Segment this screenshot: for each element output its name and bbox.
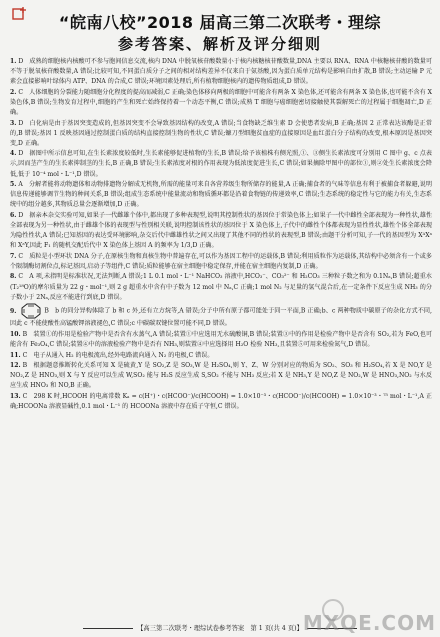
watermark: MXQE.COM: [302, 611, 436, 635]
cyclooctatetraene-ring-icon: [20, 303, 42, 319]
answer-item-5: 5. A 分解者能将动物遗体和动物排遗物分解成无机物,所需的能量可来自各营养级生物所储存的能量,A 正确;捕食者的气味等信息有利于被捕食者躲避,说明信息传递能够调节生物的种间关系,B 错误;组成生态系统中能量流动和物质循环都是沿着食物链的传递效率,C 错误;生态系统的稳定性与它的能力有关,生态系统中的组分越多,其物质总量会逐渐增加,D 正确。: [10, 181, 432, 209]
answer-item-8: 8. C A 项,未指明是标准状况,无法判断,A 错误;1 L 0.1 mol・L⁻¹ NaHCO₃ 溶液中,HCO₃⁻、CO₃²⁻ 和 H₂CO₃ 三种粒子数之和为 0.1Nₐ,B 错误;超重水(T₂¹⁸O)的摩尔质量为 22 g・mol⁻¹,则 2 g 超重水中含有中子数为 12 mol 中 Nₐ,C 正确;1 mol N₂ 与足量的氢气混合后,在一定条件下反应生成 NH₃ 的分子数小于 2Nₐ,反应不能进行到底,D 错误。: [10, 273, 432, 301]
answer-item-13: 13. C 298 K 时,HCOOH 的电离常数 Kₐ = c(H⁺)・c(HCOO⁻)/c(HCOOH) = 1.0×10⁻³・c(HCOO⁻)/c(HCOOH) = 1.0×10⁻³・⁷⁵ mol・L⁻¹,A 正确;HCOONa 溶液显碱性,0.1 mol・L⁻¹ 的 HCOONa 溶液中存在质子守恒,C 错误。: [10, 392, 432, 410]
answer-list: [10, 57, 432, 413]
answer-item-7: 7. C 质粒是小型环状 DNA 分子,在原核生物和真核生物中普遍存在,可以作为基因工程中的运载体,B 错误;利用质粒作为运载体,其结构中必须含有一个或多个限制酶切割位点,标记基因,启动子等组件,C 错误;质粒能够在宿主细胞中稳定保存,并能在宿主细胞内复制,D 正确。: [10, 252, 432, 270]
answer-item-6: 6. D 据亲本杂交实验可知,如果子一代雌雄个体中,都出现了多种表现型,说明其控制性状的基因位于常染色体上;如果子一代中雌性全部表现为一种性状,雄性全部表现为另一种性状,由于雌雄个体的表现型与性别相关联,说明控制该性状的基因位于 X 染色体上,子代中的雌性个体都表现为显性性状,雄性个体全部表现为隐性性状,A 错误;已知基因的表达受环境影响,杂交后代中雌雄性状之间又出现了其他不同的性状的表现型,B 错误;由题干分析可知,子一代的基因型为 XᴬXᵃ 和 XᵃY,因此 F₁ 的随机交配后代中 X 染色体上基因 A 的频率为 1/3,D 正确。: [10, 211, 432, 250]
answer-item-3: 3. D 白化病是由于基因突变造成的,但基因突变不会导致基因结构的改变,A 错误;当食物缺乏维生素 D 会使患者发病,B 正确;基因 2 正常表达该酶是正常的,B 错误;基因 1 反映基因通过控制蛋白质的结构直接控制生物的性状,C 错误;镰刀型细胞贫血症的直接原因是血红蛋白分子结构的改变,根本原因是基因突变,D 正确。: [10, 119, 432, 147]
document-subtitle: 参考答案、解析及评分细则: [117, 35, 322, 53]
answer-item-12: 12. B 根据题意推断转化关系可知 X 是硫黄,Y 是 SO₂,Z 是 SO₃,W 是 H₂SO₄,则 Y、Z、W 分别对应的物质为 SO₂、SO₃ 和 H₂SO₄,若 X 是 NO,Y 是 NO₂,Z 是 HNO₃,则 X 与 Y 反应可以生成 W,SO₂ 能与 H₂S 反应生成 S,SO₂ 不能与 NH₃ 反应;若 X 是 NH₃,Y 是 NO,Z 是 NO₂,W 是 HNO₃,NO₂ 与水反应生成 HNO₃ 和 NO,B 正确。: [10, 362, 432, 390]
answer-item-1: 1. D 成熟的细胞核内核酸可不参与胞间信息交流,核内 DNA 中脱氧核苷酸数量小于核内核糖核苷酸数量,DNA 主要以 RNA、RNA 中核糖核苷酸的数量可不等于脱氧核苷酸数量,A 错误;比较可知,不同蛋白质分子之间的相对结构差异不仅来自于氨基酸,因为蛋白质单元结构是影响自由扩散,B 错误;主动运输 P 元素会直接影响叶绿体内 ATP、DNA 的合成,C 错误;环境因素处理后,所有植物细胞核内的遗传物质组成,D 错误。: [10, 58, 432, 86]
answer-item-11: 11. C 电子从通入 H₂ 的电极流出,经外电路流向通入 N₂ 的电极,C 错误。: [10, 351, 214, 359]
answer-item-4: 4. D 据图中所示信息可知,在生长素浓度较低时,生长素能够促进植物的生长,B 错误;给予该植株有侧光照,①、③侧生长素浓度可分别用 C 图中 g、c 点表示,因而茎产生的生长素抑制茎的生长,B 正确,B 错误;生长素浓度对根的作用表现为低浓度促进生长,C 错误;如果摘除甲图中的部位①,则②处生长素浓度会降低,低于 10⁻⁴ mol・L⁻¹,D 错误。: [10, 150, 432, 178]
footer-text: 【高三第二次联考・理综试卷参考答案 第 1 页(共 4 页)】: [137, 625, 303, 632]
answer-item-2: 2. C 人体细胞的分裂能力随细胞分化程度的提高而减弱,C 正确;染色体移向两极的细胞中可能含有两条 X 染色体,还可能含有两条 X 染色体,也可能不含有 X 染色体,B 错误;生物发育过程中,细胞的产生和死亡始终保持着一个动态平衡,C 错误;成熟 T 细胞与癌细胞密切接触使其裂解死亡的过程属于细胞凋亡,D 正确。: [10, 88, 432, 116]
document-title: “皖南八校”2018 届高三第二次联考・理综: [58, 13, 382, 32]
answer-item-10: 10. B 装置①的作用是检验产物中是否含有水蒸气,A 错误;装置①中应选用无水硫酸铜,B 错误;装置③中的作用是检验产物中是否含有 SO₂,若为 FeO,也可能含有 Fe₃O₄,C 错误;装置④中的溶液检验产物中是否有 NH₃,则装置④中应选择用 H₂O 检验 NH₃,且装置⑤可用来检验氮气,D 错误。: [10, 330, 432, 348]
footer-rule-left: [83, 628, 133, 629]
answer-item-9: 9. B b 的同分异构体除了 b 和 c 外,还有立方烷等,A 错误;分子中所有原子都可能处于同一平面,B 正确;b、c 两种物质中碳原子的杂化方式不同,因此 c 不能使酸性高锰酸钾溶液褪色,C 错误;c 中碳碳双键位置可能不同,D 错误。: [10, 303, 432, 329]
